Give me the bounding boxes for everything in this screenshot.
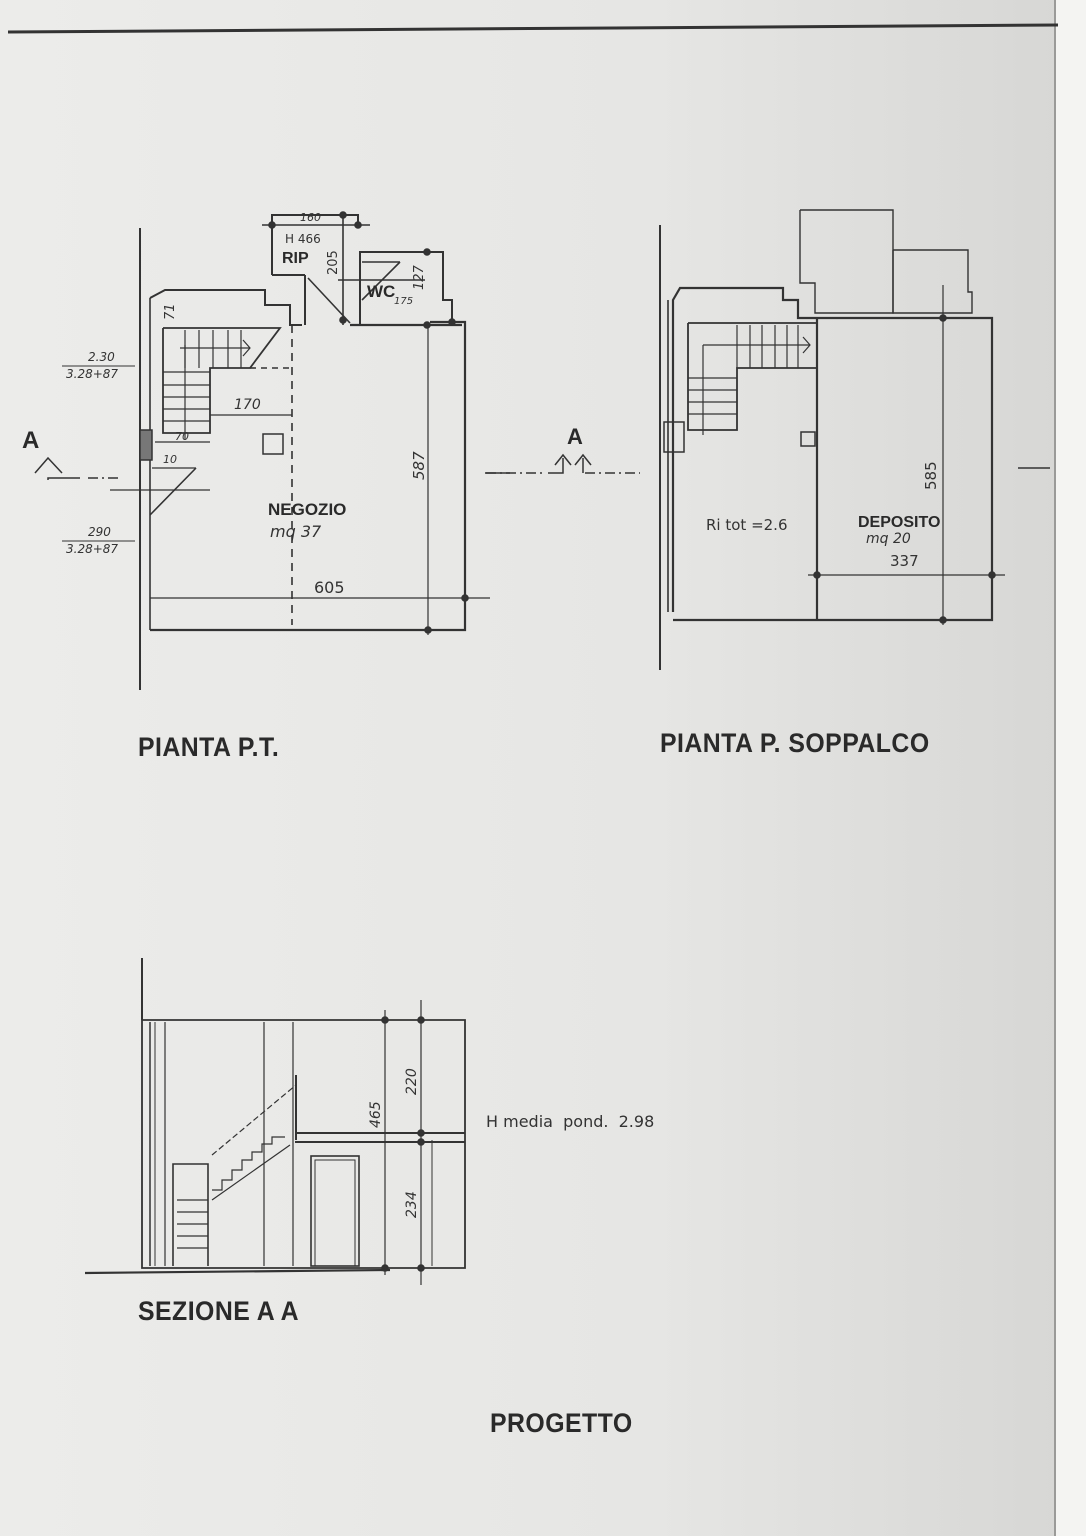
section-marker-left: A xyxy=(22,427,40,454)
h-media-note: H media pond. 2.98 xyxy=(486,1112,655,1131)
section-aa xyxy=(85,958,465,1285)
dim-rip-depth: 205 xyxy=(326,250,341,275)
dim-wc-depth: 127 xyxy=(412,265,427,290)
room-rip-label: RIP xyxy=(282,250,309,267)
dim-stair-offset: 71 xyxy=(163,303,178,320)
window-top-lower: 3.28+87 xyxy=(66,367,119,381)
dim-mezzanine-depth: 585 xyxy=(922,461,940,490)
sheet-title: PROGETTO xyxy=(490,1408,633,1438)
mezzanine-plan-title: PIANTA P. SOPPALCO xyxy=(660,728,930,758)
window-top-upper: 2.30 xyxy=(88,350,115,364)
dim-section-lower: 234 xyxy=(404,1191,420,1218)
dim-section-upper: 220 xyxy=(404,1068,420,1095)
room-negozio-label: NEGOZIO xyxy=(268,500,347,519)
dim-mezzanine-width: 337 xyxy=(890,552,919,570)
dim-rip-width: 160 xyxy=(300,211,321,224)
dim-ground-width: 605 xyxy=(314,578,345,597)
room-deposito-label: DEPOSITO xyxy=(858,514,941,531)
window-bottom-upper: 290 xyxy=(88,525,111,539)
room-negozio-area: mq 37 xyxy=(270,522,322,541)
plan-ground-floor xyxy=(35,212,510,690)
dim-stair-to-axis: 170 xyxy=(234,397,261,413)
dim-wc-small: 175 xyxy=(394,296,414,307)
dim-ground-depth: 587 xyxy=(410,451,428,480)
section-title: SEZIONE A A xyxy=(138,1296,300,1326)
room-wc-label: WC xyxy=(367,282,396,301)
section-marker-right: A xyxy=(567,424,583,449)
room-deposito-area: mq 20 xyxy=(866,531,911,547)
dim-pillar-b: 10 xyxy=(163,453,177,466)
ri-tot-note: Ri tot =2.6 xyxy=(706,516,788,534)
room-rip-height: H 466 xyxy=(285,232,321,246)
dim-section-total: 465 xyxy=(368,1101,384,1128)
window-bottom-lower: 3.28+87 xyxy=(66,542,119,556)
ground-floor-plan-title: PIANTA P.T. xyxy=(138,732,280,762)
dim-pillar-a: 70 xyxy=(175,430,189,443)
